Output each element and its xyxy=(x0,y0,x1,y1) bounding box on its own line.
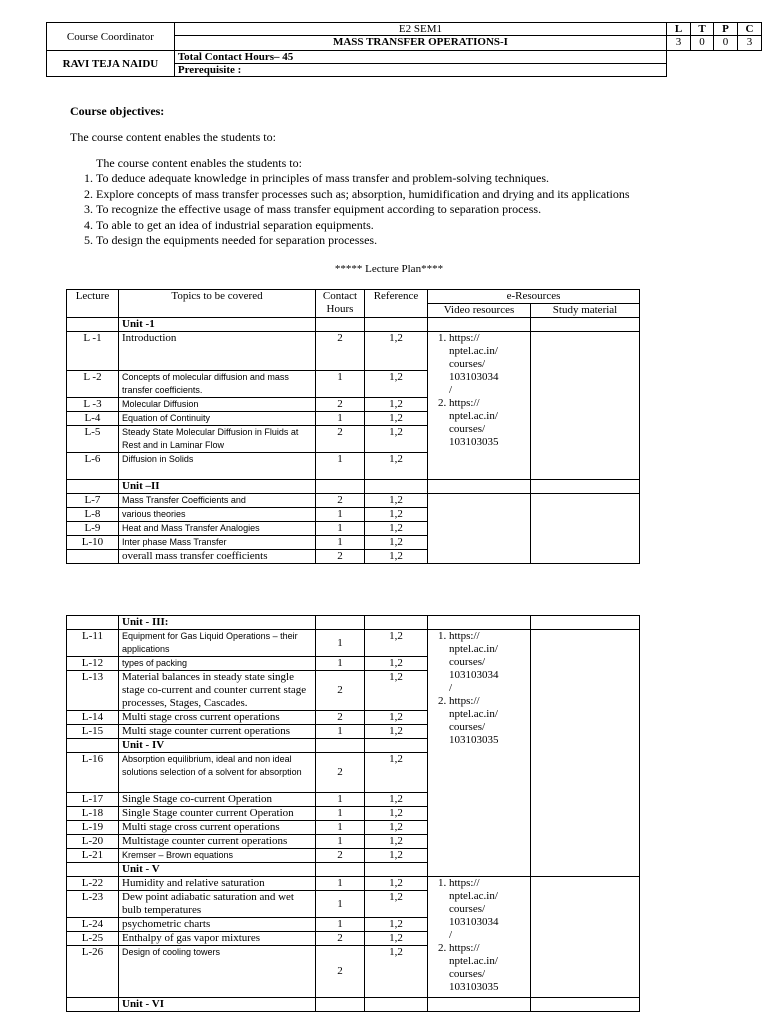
objectives-list xyxy=(70,171,750,249)
header-reference: Reference xyxy=(365,290,428,318)
reference: 1,2 xyxy=(365,426,428,453)
contact-hours: 2 xyxy=(316,426,365,453)
lecture-id: L-25 xyxy=(67,932,119,946)
study-material-cell xyxy=(531,630,640,877)
reference: 1,2 xyxy=(365,550,428,564)
coordinator-name: RAVI TEJA NAIDU xyxy=(47,51,175,77)
reference: 1,2 xyxy=(365,508,428,522)
topic: Kremser – Brown equations xyxy=(119,849,316,863)
contact-hours: 2 xyxy=(316,494,365,508)
ltpc-value-t: 0 xyxy=(691,36,714,51)
reference: 1,2 xyxy=(365,494,428,508)
lecture-id: L-22 xyxy=(67,877,119,891)
course-objectives xyxy=(70,104,750,249)
contact-hours: 1 xyxy=(316,725,365,739)
contact-hours: 1 xyxy=(316,536,365,550)
lecture-id: L-20 xyxy=(67,835,119,849)
resource-link-2[interactable]: 2. https:// nptel.ac.in/ courses/ 103103035 xyxy=(449,942,499,993)
reference: 1,2 xyxy=(365,332,428,371)
topic: various theories xyxy=(119,508,316,522)
reference: 1,2 xyxy=(365,918,428,932)
objective-item: 2. Explore concepts of mass transfer processes such as; absorption, humidification and drying and its applications xyxy=(96,187,750,203)
table-row xyxy=(67,494,640,508)
resource-link-2[interactable]: 2. https:// nptel.ac.in/ courses/ 103103035 xyxy=(449,695,499,746)
reference: 1,2 xyxy=(365,711,428,725)
contact-hours: 1 xyxy=(316,630,365,657)
unit-heading: Unit - VI xyxy=(119,998,316,1012)
reference: 1,2 xyxy=(365,630,428,657)
topic: overall mass transfer coefficients xyxy=(119,550,316,564)
resource-link-2[interactable]: 2. https:// nptel.ac.in/ courses/ 103103035 xyxy=(449,397,499,448)
contact-hours: 2 xyxy=(316,753,365,793)
topic: types of packing xyxy=(119,657,316,671)
topic: Equipment for Gas Liquid Operations – their applications xyxy=(119,630,316,657)
lecture-id: L-8 xyxy=(67,508,119,522)
topic: Design of cooling towers xyxy=(119,946,316,998)
semester: E2 SEM1 xyxy=(174,23,666,36)
video-resources-cell xyxy=(428,877,531,998)
study-material-cell xyxy=(531,877,640,998)
objective-item: 4. To able to get an idea of industrial separation equipments. xyxy=(96,218,750,234)
lecture-id: L-10 xyxy=(67,536,119,550)
lecture-id: L-26 xyxy=(67,946,119,998)
topic: Steady State Molecular Diffusion in Fluids at Rest and in Laminar Flow xyxy=(119,426,316,453)
topic: Inter phase Mass Transfer xyxy=(119,536,316,550)
ltpc-value-p: 0 xyxy=(714,36,738,51)
contact-hours: 1 xyxy=(316,821,365,835)
video-resources-cell xyxy=(428,332,531,480)
contact-hours: 2 xyxy=(316,550,365,564)
reference: 1,2 xyxy=(365,849,428,863)
unit-heading: Unit - III: xyxy=(119,616,316,630)
contact-hours: 1 xyxy=(316,793,365,807)
topic: Diffusion in Solids xyxy=(119,453,316,480)
contact-hours: 2 xyxy=(316,332,365,371)
lecture-id: L-9 xyxy=(67,522,119,536)
study-material-cell xyxy=(531,332,640,480)
lecture-id: L-18 xyxy=(67,807,119,821)
lecture-id: L -2 xyxy=(67,371,119,398)
ltpc-label-p: P xyxy=(714,23,738,36)
reference: 1,2 xyxy=(365,946,428,998)
contact-hours: 2 xyxy=(316,671,365,711)
lecture-id: L-15 xyxy=(67,725,119,739)
resource-link-1[interactable]: 1. https:// nptel.ac.in/ courses/ 103103034 / xyxy=(449,332,499,396)
contact-hours: 1 xyxy=(316,522,365,536)
lecture-id: L-11 xyxy=(67,630,119,657)
reference: 1,2 xyxy=(365,657,428,671)
prerequisite: Prerequisite : xyxy=(174,64,666,77)
lecture-id xyxy=(67,550,119,564)
reference: 1,2 xyxy=(365,536,428,550)
ltpc-value-c: 3 xyxy=(737,36,761,51)
video-resources-cell xyxy=(428,494,531,564)
topic: Absorption equilibrium, ideal and non ideal solutions selection of a solvent for absorption xyxy=(119,753,316,793)
contact-hours: 2 xyxy=(316,711,365,725)
contact-hours: 1 xyxy=(316,657,365,671)
resource-link-1[interactable]: 1. https:// nptel.ac.in/ courses/ 103103034 / xyxy=(449,877,499,941)
table-row xyxy=(67,332,640,371)
contact-hours: 1 xyxy=(316,807,365,821)
reference: 1,2 xyxy=(365,807,428,821)
contact-hours: 1 xyxy=(316,371,365,398)
lecture-id: L -3 xyxy=(67,398,119,412)
lecture-id: L-24 xyxy=(67,918,119,932)
study-material-cell xyxy=(531,494,640,564)
lecture-id: L-12 xyxy=(67,657,119,671)
reference: 1,2 xyxy=(365,725,428,739)
lecture-plan-table-1 xyxy=(66,289,640,564)
unit-heading: Unit - V xyxy=(119,863,316,877)
topic: Enthalpy of gas vapor mixtures xyxy=(119,932,316,946)
lecture-id: L-23 xyxy=(67,891,119,918)
topic: Molecular Diffusion xyxy=(119,398,316,412)
topic: Material balances in steady state single stage co-current and counter current stage processes, Stages, Cascades. xyxy=(119,671,316,711)
topic: Introduction xyxy=(119,332,316,371)
lecture-id: L-7 xyxy=(67,494,119,508)
resource-link-1[interactable]: 1. https:// nptel.ac.in/ courses/ 103103034 / xyxy=(449,630,499,694)
lecture-id: L-14 xyxy=(67,711,119,725)
unit-heading: Unit - IV xyxy=(119,739,316,753)
reference: 1,2 xyxy=(365,821,428,835)
unit-heading: Unit –II xyxy=(119,480,316,494)
reference: 1,2 xyxy=(365,453,428,480)
topic: Humidity and relative saturation xyxy=(119,877,316,891)
topic: Multi stage counter current operations xyxy=(119,725,316,739)
topic: Multi stage cross current operations xyxy=(119,821,316,835)
lecture-id: L-6 xyxy=(67,453,119,480)
header-topics: Topics to be covered xyxy=(119,290,316,318)
header-contact-hours: Contact Hours xyxy=(316,290,365,318)
reference: 1,2 xyxy=(365,835,428,849)
contact-hours: 2 xyxy=(316,932,365,946)
topic: Single Stage co-current Operation xyxy=(119,793,316,807)
topic: Heat and Mass Transfer Analogies xyxy=(119,522,316,536)
header-video-resources: Video resources xyxy=(428,304,531,318)
ltpc-label-c: C xyxy=(737,23,761,36)
unit-heading: Unit -1 xyxy=(119,318,316,332)
table-row xyxy=(67,877,640,891)
lecture-id: L-17 xyxy=(67,793,119,807)
reference: 1,2 xyxy=(365,412,428,426)
contact-hours: 2 xyxy=(316,849,365,863)
contact-hours: 1 xyxy=(316,891,365,918)
contact-hours: 2 xyxy=(316,946,365,998)
topic: Single Stage counter current Operation xyxy=(119,807,316,821)
contact-hours: 2 xyxy=(316,398,365,412)
contact-hours: 1 xyxy=(316,508,365,522)
ltpc-label-t: T xyxy=(691,23,714,36)
course-title: MASS TRANSFER OPERATIONS-I xyxy=(174,36,666,51)
topic: Multistage counter current operations xyxy=(119,835,316,849)
lecture-plan-title: ***** Lecture Plan**** xyxy=(334,263,444,275)
objectives-heading: Course objectives: xyxy=(70,104,165,118)
header-lecture: Lecture xyxy=(67,290,119,318)
lecture-id: L -1 xyxy=(67,332,119,371)
contact-hours: 1 xyxy=(316,453,365,480)
header-eresources: e-Resources xyxy=(428,290,640,304)
lecture-id: L-13 xyxy=(67,671,119,711)
objective-item: 3. To recognize the effective usage of mass transfer equipment according to separation process. xyxy=(96,202,750,218)
reference: 1,2 xyxy=(365,398,428,412)
lecture-plan-table-2 xyxy=(66,615,640,1012)
reference: 1,2 xyxy=(365,522,428,536)
total-contact-hours: Total Contact Hours– 45 xyxy=(174,51,666,64)
reference: 1,2 xyxy=(365,753,428,793)
contact-hours: 1 xyxy=(316,835,365,849)
course-header-table xyxy=(46,22,762,77)
topic: Concepts of molecular diffusion and mass transfer coefficients. xyxy=(119,371,316,398)
reference: 1,2 xyxy=(365,371,428,398)
contact-hours: 1 xyxy=(316,877,365,891)
lecture-id: L-5 xyxy=(67,426,119,453)
topic: psychometric charts xyxy=(119,918,316,932)
objectives-intro-repeat: The course content enables the students to: xyxy=(96,156,302,170)
ltpc-value-l: 3 xyxy=(667,36,691,51)
reference: 1,2 xyxy=(365,793,428,807)
header-study-material: Study material xyxy=(531,304,640,318)
video-resources-cell xyxy=(428,630,531,877)
contact-hours: 1 xyxy=(316,918,365,932)
lecture-id: L-16 xyxy=(67,753,119,793)
topic: Mass Transfer Coefficients and xyxy=(119,494,316,508)
table-row xyxy=(67,630,640,657)
lecture-id: L-21 xyxy=(67,849,119,863)
ltpc-label-l: L xyxy=(667,23,691,36)
topic: Dew point adiabatic saturation and wet bulb temperatures xyxy=(119,891,316,918)
course-coordinator-label: Course Coordinator xyxy=(47,23,175,51)
reference: 1,2 xyxy=(365,877,428,891)
contact-hours: 1 xyxy=(316,412,365,426)
topic: Equation of Continuity xyxy=(119,412,316,426)
reference: 1,2 xyxy=(365,671,428,711)
lecture-id: L-19 xyxy=(67,821,119,835)
objective-item: 1. To deduce adequate knowledge in principles of mass transfer and problem-solving techniques. xyxy=(96,171,750,187)
objectives-intro: The course content enables the students to: xyxy=(70,130,276,144)
lecture-id: L-4 xyxy=(67,412,119,426)
reference: 1,2 xyxy=(365,891,428,918)
objective-item: 5. To design the equipments needed for separation processes. xyxy=(96,233,750,249)
reference: 1,2 xyxy=(365,932,428,946)
topic: Multi stage cross current operations xyxy=(119,711,316,725)
